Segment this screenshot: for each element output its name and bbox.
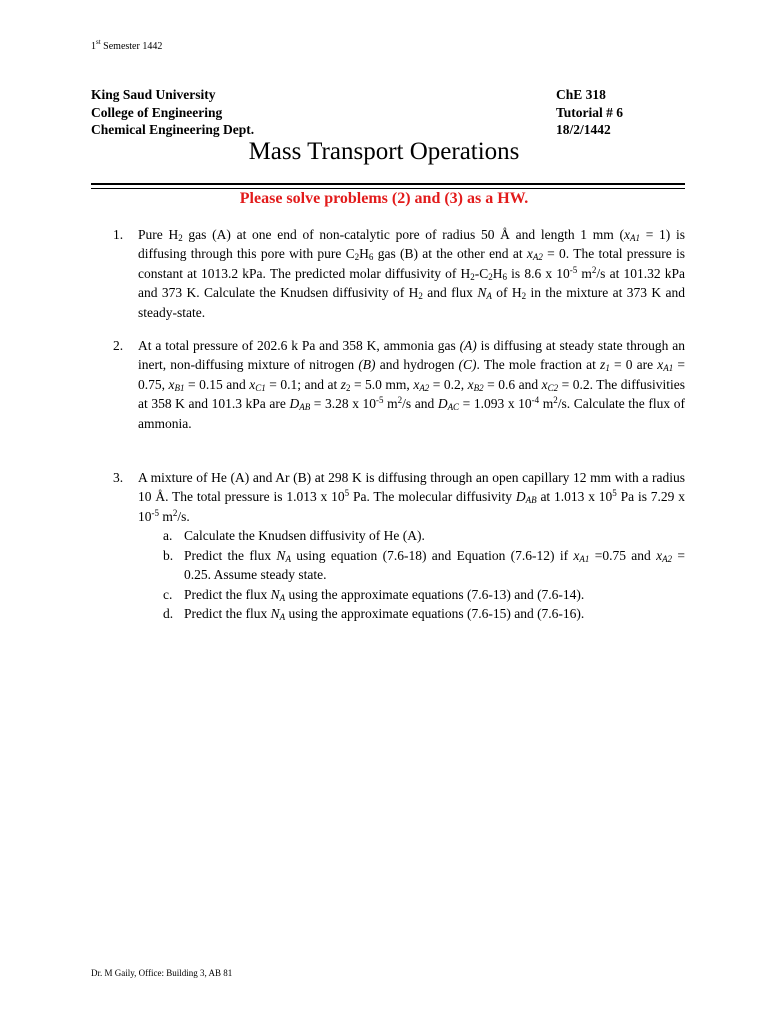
problem-2: 2. At a total pressure of 202.6 k Pa and 358 K, ammonia gas (A) is diffusing at steady state through an inert, non-diffusing mixture of nitrogen (B) and hydrogen (C). The mole fraction at $z_1 = 0$ are $x_{A1} = 0.75$, $x_{B1} = 0.15$ and $x_{C1} = 0.1$; and at $z_2 = 5.0$ mm, $x_{A2} = 0.2$, $x_{B2} = 0.6$ and $x_{C2} = 0.2$. The diffusivities at 358 K and 101.3 kPa are $D_{AB} = 3.28$ x $10^{-5}$ $m^2/s$ and $D_{AC} = 1.093$ x $10^{-4}$ $m^2/s$. Calculate the flux of ammonia. <box>113 338 686 431</box>
problem-3-parts <box>138 526 685 623</box>
page-title: Mass Transport Operations <box>248 138 520 165</box>
part-letter: b. <box>163 547 174 563</box>
college-name: College of Engineering <box>91 104 223 120</box>
problem-number: 1. <box>113 227 124 242</box>
title-rule-thick <box>91 183 685 185</box>
semester-label: 1st Semester 1442 <box>91 38 163 52</box>
problem-3: 3. A mixture of He (A) and Ar (B) at 298 K is diffusing through an open capillary 12 mm with a radius 10 Å. The total pressure is 1.013 x $10^5$ Pa. The molecular diffusivity $D_{AB}$ at 1.013 x $10^5$ Pa is 7.29 x $10^{-5}$ $m^2/s$. a. Calculate the Knudsen diffusivity of He (A). b. Predict the flux $N_A$ using equation (7.6-18) and Equation (7.6-12) if $x_{A1} =0.75$ and $x_{A2} = 0.25$. Assume steady state. c. Predict the flux $N_A$ using the approximate equations (7.6-13) and (7.6-14). d. Predict the flux $N_A$ using the approximate equations (7.6-15) and (7.6-16). <box>113 470 685 622</box>
document-date: 18/2/1442 <box>556 122 611 137</box>
homework-instruction: Please solve problems (2) and (3) as a HW. <box>239 190 529 207</box>
title-rule-thin <box>91 188 685 189</box>
problem-list <box>91 225 685 623</box>
problem-number: 2. <box>113 338 124 354</box>
problem-1: 1. Pure $H_2$ gas (A) at one end of non-catalytic pore of radius 50 Å and length 1 mm $(x_{A1} = 1)$ is diffusing through this pore with pure $C_2H_6$ gas (B) at the other end at $x_{A2} = 0$. The total pressure is constant at 1013.2 kPa. The predicted molar diffusivity of $H_2-C_2H_6$ is 8.6 x $10^{-5}$ $m^2/s$ at 101.32 kPa and 373 K. Calculate the Knudsen diffusivity of $H_2$ and flux $N_A$ of $H_2$ in the mixture at 373 K and steady-state. <box>113 227 686 320</box>
part-letter: c. <box>163 586 173 602</box>
page-footer: Dr. M Gaily, Office: Building 3, AB 81 <box>91 968 233 978</box>
tutorial-number: Tutorial # 6 <box>556 104 624 120</box>
problem-3-part-a: a. Calculate the Knudsen diffusivity of He (A). <box>138 526 685 545</box>
course-block <box>556 86 623 139</box>
part-letter: a. <box>163 528 173 544</box>
university-block <box>91 86 254 139</box>
course-code: ChE 318 <box>556 87 606 102</box>
department-name: Chemical Engineering Dept. <box>91 122 255 137</box>
part-letter: d. <box>163 605 174 621</box>
problem-3-part-b: b. Predict the flux $N_A$ using equation (7.6-18) and Equation (7.6-12) if $x_{A1} =0.75$ and $x_{A2} = 0.25$. Assume steady state. <box>163 547 685 583</box>
problem-3-part-d: d. Predict the flux $N_A$ using the approximate equations (7.6-15) and (7.6-16). <box>163 605 585 622</box>
university-name: King Saud University <box>91 87 216 102</box>
problem-3-part-c: c. Predict the flux $N_A$ using the approximate equations (7.6-13) and (7.6-14). <box>163 586 585 603</box>
problem-number: 3. <box>113 470 124 486</box>
